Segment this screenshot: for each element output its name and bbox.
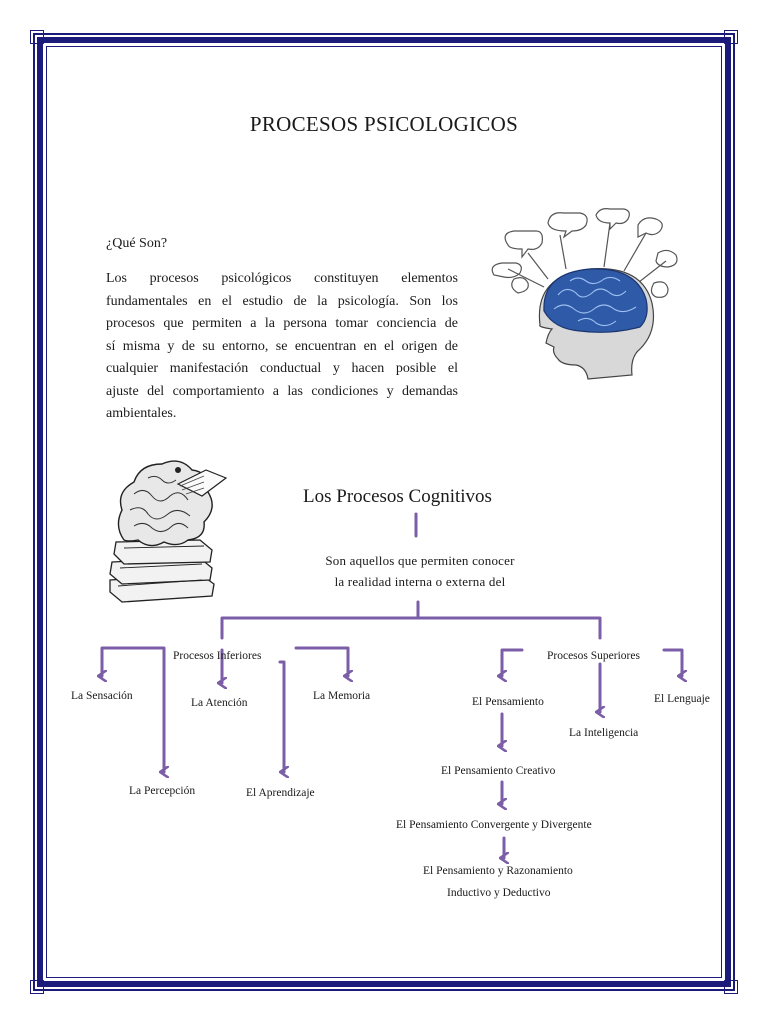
node-lenguaje: El Lenguaje xyxy=(654,693,710,705)
node-sensacion: La Sensación xyxy=(71,690,133,702)
page-title: PROCESOS PSICOLOGICOS xyxy=(249,112,519,136)
node-pensamiento-convergente: El Pensamiento Convergente y Divergente xyxy=(396,819,592,831)
node-memoria: La Memoria xyxy=(313,690,371,702)
paragraph-line: cualquier manifestación conductual y hacen posible el xyxy=(106,361,458,376)
definition-line: la realidad interna o externa del xyxy=(334,574,506,589)
paragraph-line: fundamentales en el estudio de la psicología. Son los xyxy=(106,293,458,309)
paragraph-line: Los procesos psicológicos constituyen elementos xyxy=(106,271,458,286)
node-pensamiento: El Pensamiento xyxy=(472,696,544,708)
node-pensamiento-creativo: El Pensamiento Creativo xyxy=(441,765,556,777)
paragraph-line: procesos que permiten a la persona tomar conciencia de xyxy=(106,316,458,331)
node-aprendizaje: El Aprendizaje xyxy=(246,787,315,799)
node-inteligencia: La Inteligencia xyxy=(569,727,639,739)
cognitive-heading: Los Procesos Cognitivos xyxy=(303,486,492,507)
paragraph-line: ambientales. xyxy=(106,406,177,421)
node-razonamiento: El Pensamiento y Razonamiento xyxy=(423,865,573,877)
node-procesos-superiores: Procesos Superiores xyxy=(547,650,640,662)
node-atencion: La Atención xyxy=(191,697,248,709)
definition-line: Son aquellos que permiten conocer xyxy=(325,553,515,568)
node-razonamiento: Inductivo y Deductivo xyxy=(447,887,551,899)
paragraph-line: sí misma y de su entorno, se encuentran en el origen de xyxy=(106,338,458,354)
node-procesos-inferiores: Procesos Inferiores xyxy=(173,650,262,662)
paragraph-line: ajuste del comportamiento a las condiciones y demandas xyxy=(106,383,458,399)
node-percepcion: La Percepción xyxy=(129,785,196,797)
question-heading: ¿Qué Son? xyxy=(106,236,168,251)
